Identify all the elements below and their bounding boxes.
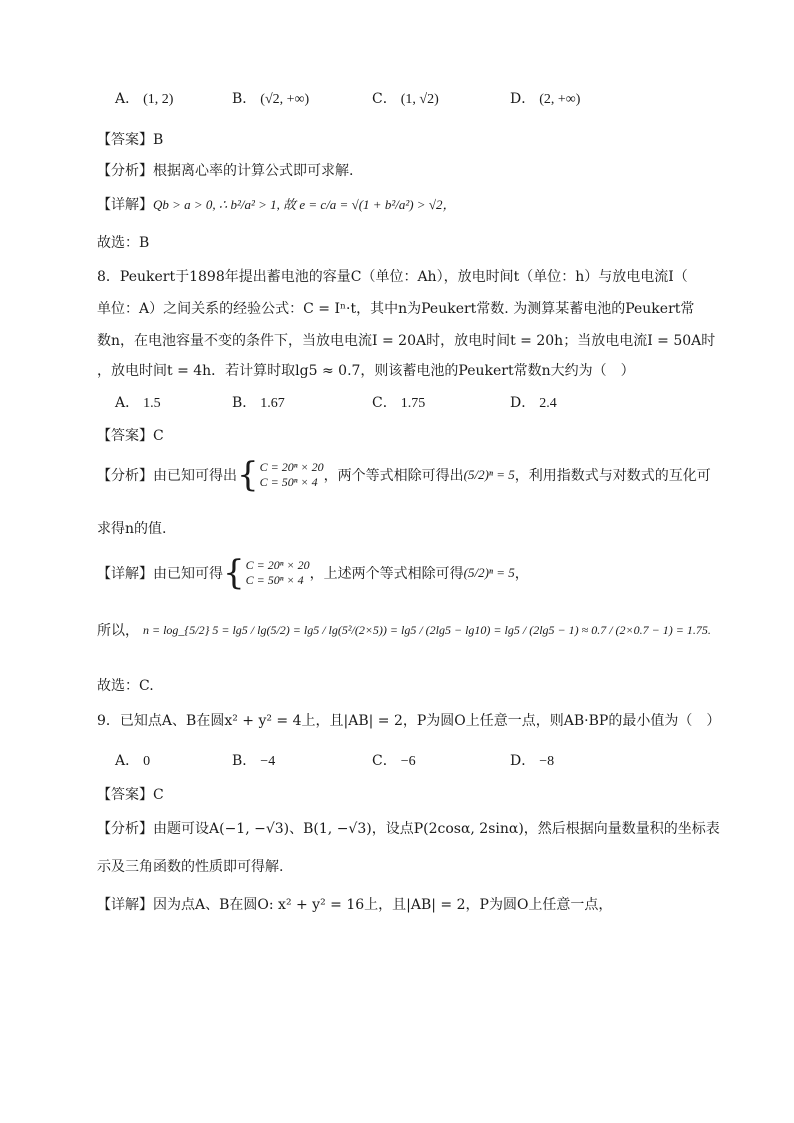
q7-conclusion bbox=[97, 232, 149, 252]
q7-detail bbox=[97, 194, 455, 214]
detail-text: 因为点A、B在圆O: x² + y² = 16上，且|AB| = 2，P为圆O上任意一点， bbox=[153, 897, 613, 913]
answer-value: B bbox=[153, 132, 164, 148]
q9-answer bbox=[97, 784, 164, 804]
answer-tag: 【答案】 bbox=[97, 787, 153, 803]
stem-text: 单位：A）之间关系的经验公式：C = Iⁿ·t，其中n为Peukert常数. 为测算某蓄电池的Peukert常 bbox=[97, 301, 695, 317]
option-letter: C． bbox=[372, 395, 397, 411]
analysis-text: 由已知可得出 bbox=[153, 468, 237, 484]
option-letter: B． bbox=[232, 395, 257, 411]
q9-option-a bbox=[115, 750, 150, 770]
q8-stem-line-4 bbox=[97, 360, 635, 380]
q8-option-c-value: 1.75 bbox=[400, 396, 426, 411]
stem-text: Peukert于1898年提出蓄电池的容量C（单位：Ah），放电时间t（单位：h）与放电电流I（ bbox=[119, 269, 688, 285]
equation-row: C = 20ⁿ × 20 bbox=[245, 558, 310, 572]
q7-option-d bbox=[510, 88, 580, 108]
q9-detail bbox=[97, 894, 612, 914]
stem-text: 已知点A、B在圆x² + y² = 4上，且|AB| = 2，P为圆O上任意一点，则AB·BP的最小值为（ ） bbox=[119, 713, 721, 729]
option-letter: D． bbox=[510, 395, 536, 411]
option-letter: D． bbox=[510, 91, 536, 107]
answer-tag: 【答案】 bbox=[97, 132, 153, 148]
detail-text: ， bbox=[514, 566, 529, 582]
q8-option-d-value: 2.4 bbox=[539, 396, 557, 411]
detail-tag: 【详解】 bbox=[97, 197, 153, 213]
q9-stem bbox=[97, 710, 720, 730]
q8-analysis-line-2 bbox=[97, 518, 166, 538]
option-letter: C． bbox=[372, 91, 397, 107]
answer-value: C bbox=[153, 787, 164, 803]
analysis-text: 由题可设A(−1, −√3)、B(1, −√3)，设点P(2cosα, 2sinα)，然后根据向量数量积的坐标表 bbox=[153, 821, 720, 837]
q8-analysis bbox=[97, 455, 711, 495]
calc-formula: n = log_{5/2} 5 = lg5 / lg(5/2) = lg5 / lg(5²/(2×5)) = lg5 / (2lg5 − lg10) = lg5 / (2lg5 − 1) ≈ 0.7 / (2×0.7 − 1) = 1.75. bbox=[143, 622, 711, 637]
question-number: 8． bbox=[97, 269, 120, 285]
option-letter: A． bbox=[115, 91, 140, 107]
ratio-equation: (5/2)ⁿ = 5 bbox=[463, 467, 515, 482]
detail-tag: 【详解】 bbox=[97, 566, 153, 582]
analysis-text: ，利用指数式与对数式的互化可 bbox=[514, 468, 711, 484]
q9-option-c-value: −6 bbox=[400, 754, 416, 769]
answer-tag: 【答案】 bbox=[97, 428, 153, 444]
q7-option-a-value: (1, 2) bbox=[143, 92, 174, 107]
q7-option-b-value: (√2, +∞) bbox=[260, 92, 310, 107]
q8-option-c bbox=[372, 392, 425, 412]
equation-row: C = 50ⁿ × 4 bbox=[259, 475, 318, 489]
q9-option-b-value: −4 bbox=[260, 754, 276, 769]
stem-text: ，放电时间t = 4h．若计算时取lg5 ≈ 0.7，则该蓄电池的Peukert常数n大约为（ ） bbox=[97, 363, 635, 379]
equation-system: { C = 20ⁿ × 20 C = 50ⁿ × 4 bbox=[237, 455, 324, 495]
conclusion-text: 故选：C. bbox=[97, 678, 154, 694]
q7-option-b bbox=[232, 88, 309, 108]
analysis-text: ，两个等式相除可得出 bbox=[323, 468, 464, 484]
q9-option-c bbox=[372, 750, 416, 770]
analysis-tag: 【分析】 bbox=[97, 163, 153, 179]
option-letter: A． bbox=[115, 753, 140, 769]
analysis-tag: 【分析】 bbox=[97, 821, 153, 837]
detail-formula: Qb > a > 0, ∴ b²/a² > 1, 故 e = c/a = √(1 + b²/a²) > √2， bbox=[153, 197, 456, 212]
q9-analysis-line-2 bbox=[97, 856, 283, 876]
conclusion-text: 故选：B bbox=[97, 235, 150, 251]
detail-text: ，上述两个等式相除可得 bbox=[309, 566, 464, 582]
q7-answer bbox=[97, 129, 163, 149]
q9-analysis bbox=[97, 818, 720, 838]
q7-analysis bbox=[97, 160, 353, 180]
answer-value: C bbox=[153, 428, 164, 444]
q7-option-d-value: (2, +∞) bbox=[539, 92, 581, 107]
q8-stem-line-3 bbox=[97, 330, 715, 350]
q8-detail bbox=[97, 553, 529, 593]
detail-text: 由已知可得 bbox=[153, 566, 223, 582]
q8-option-a bbox=[115, 392, 161, 412]
q8-stem-line-2 bbox=[97, 298, 694, 318]
q8-answer bbox=[97, 425, 164, 445]
option-letter: C． bbox=[372, 753, 397, 769]
q8-option-b-value: 1.67 bbox=[260, 396, 285, 411]
analysis-text: 示及三角函数的性质即可得解. bbox=[97, 859, 284, 875]
q8-option-b bbox=[232, 392, 285, 412]
q7-option-c bbox=[372, 88, 439, 108]
option-letter: B． bbox=[232, 753, 257, 769]
q8-calculation bbox=[97, 620, 711, 640]
q8-option-a-value: 1.5 bbox=[143, 396, 161, 411]
q8-option-d bbox=[510, 392, 557, 412]
equation-row: C = 50ⁿ × 4 bbox=[245, 573, 304, 587]
stem-text: 数n，在电池容量不变的条件下，当放电电流I = 20A时，放电时间t = 20h；当放电电流I = 50A时 bbox=[97, 333, 716, 349]
q9-option-a-value: 0 bbox=[143, 754, 151, 769]
analysis-tag: 【分析】 bbox=[97, 468, 153, 484]
ratio-equation: (5/2)ⁿ = 5 bbox=[463, 565, 515, 580]
q8-conclusion bbox=[97, 675, 154, 695]
calc-prefix: 所以， bbox=[97, 623, 139, 639]
q7-option-a bbox=[115, 88, 173, 108]
equation-system: { C = 20ⁿ × 20 C = 50ⁿ × 4 bbox=[223, 553, 310, 593]
option-letter: B． bbox=[232, 91, 257, 107]
option-letter: A． bbox=[115, 395, 140, 411]
q9-option-d bbox=[510, 750, 554, 770]
detail-tag: 【详解】 bbox=[97, 897, 153, 913]
q9-option-d-value: −8 bbox=[539, 754, 555, 769]
option-letter: D． bbox=[510, 753, 536, 769]
analysis-text: 根据离心率的计算公式即可求解. bbox=[153, 163, 354, 179]
q8-stem-line-1 bbox=[97, 266, 688, 286]
q7-option-c-value: (1, √2) bbox=[400, 92, 439, 107]
q9-option-b bbox=[232, 750, 275, 770]
question-number: 9． bbox=[97, 713, 120, 729]
analysis-text: 求得n的值. bbox=[97, 521, 167, 537]
equation-row: C = 20ⁿ × 20 bbox=[259, 460, 324, 474]
